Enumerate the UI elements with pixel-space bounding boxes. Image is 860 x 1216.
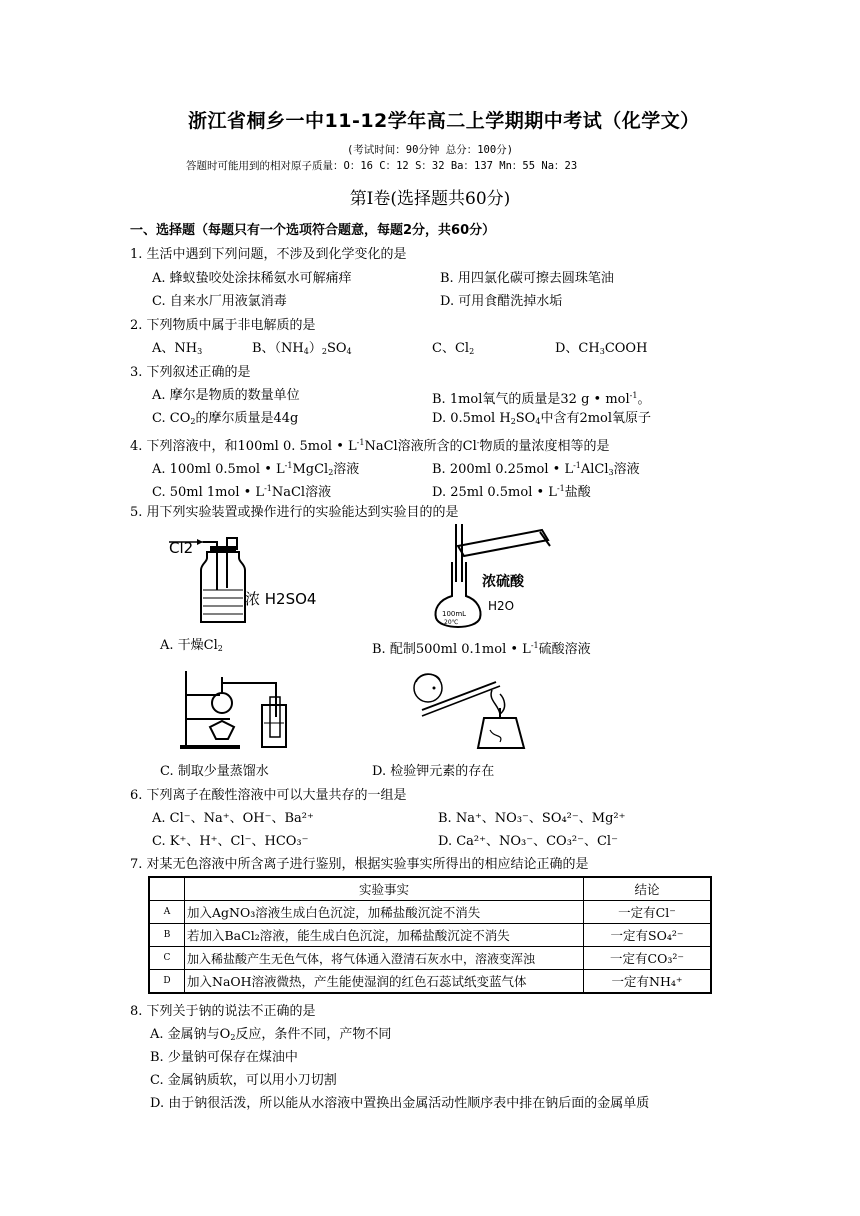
table-header-row: [149, 877, 711, 901]
table-row: [149, 901, 711, 924]
exam-title: 浙江省桐乡一中11-12学年高二上学期期中考试（化学文）: [188, 110, 700, 132]
table-row-fact: 若加入BaCl₂溶液，能生成白色沉淀，加稀盐酸沉淀不消失: [185, 924, 584, 947]
question-8-stem: 8. 下列关于钠的说法不正确的是: [130, 1004, 316, 1019]
question-1-stem: 1. 生活中遇到下列问题，不涉及到化学变化的是: [130, 247, 407, 262]
table-row-conclusion: 一定有CO₃²⁻: [584, 947, 712, 970]
volume-heading: 第Ⅰ卷(选择题共60分): [349, 189, 511, 209]
question-3-option-a: A. 摩尔是物质的数量单位: [152, 388, 300, 403]
question-7-table: [148, 876, 712, 994]
question-4-option-a: A. 100ml 0.5mol • $L^{-1}MgCl_2$溶液: [152, 461, 360, 477]
question-3-option-d: D. 0.5mol $H_2SO_4$中含有2mol氧原子: [432, 411, 652, 426]
table-row: [149, 947, 711, 970]
table-header-cell: [149, 877, 185, 901]
question-5-stem: 5. 用下列实验装置或操作进行的实验能达到实验目的的是: [130, 505, 459, 520]
question-5-option-c: C. 制取少量蒸馏水: [160, 764, 269, 779]
figure-b-acid-label: 浓硫酸: [482, 574, 524, 590]
question-8-option-a: A. 金属钠与$O_2$反应，条件不同，产物不同: [150, 1027, 392, 1042]
question-5-option-d: D. 检验钾元素的存在: [372, 764, 495, 779]
question-4-option-b: B. 200ml 0.25mol • $L^{-1}AlCl_3$溶液: [432, 461, 640, 477]
figure-a-acid-label: 浓 H2SO4: [245, 590, 317, 608]
table-row-conclusion: 一定有Cl⁻: [584, 901, 712, 924]
question-3-option-c: C. $CO_2$的摩尔质量是44g: [152, 411, 299, 426]
question-1-option-a: A. 蜂蚁蛰咬处涂抹稀氨水可解痛痒: [152, 271, 352, 286]
question-2-option-a: A、$NH_3$: [152, 341, 203, 356]
figure-a-gas-label: Cl2: [169, 539, 194, 557]
figure-b-flask-volume: 100mL: [442, 610, 467, 618]
question-6-option-b: B. Na⁺、NO₃⁻、SO₄²⁻、Mg²⁺: [438, 811, 626, 826]
question-8-option-c: C. 金属钠质软，可以用小刀切割: [150, 1073, 337, 1088]
figure-b-flask-temp: 20℃: [444, 619, 459, 626]
table-row-id: D: [149, 970, 185, 994]
table-header-conclusion: 结论: [584, 877, 712, 901]
question-4-stem: 4. 下列溶液中，和100ml 0. 5mol • $L^{-1}NaCl$溶液所含的Cl-物质的量浓度相等的是: [130, 438, 610, 454]
question-1-option-c: C. 自来水厂用液氯消毒: [152, 294, 287, 309]
figure-b-water-label: H2O: [488, 599, 515, 613]
exam-time-score: (考试时间：90分钟 总分：100分): [346, 144, 514, 156]
question-2-stem: 2. 下列物质中属于非电解质的是: [130, 318, 316, 333]
question-4-option-d: D. 25ml 0.5mol • $L^{-1}$盐酸: [432, 484, 591, 500]
question-6-stem: 6. 下列离子在酸性溶液中可以大量共存的一组是: [130, 788, 407, 803]
gas-drying-bottle-figure: [165, 528, 325, 628]
table-header-fact: 实验事实: [185, 877, 584, 901]
table-row-conclusion: 一定有NH₄⁺: [584, 970, 712, 994]
question-8-option-b: B. 少量钠可保存在煤油中: [150, 1050, 298, 1065]
table-row-conclusion: 一定有SO₄²⁻: [584, 924, 712, 947]
question-3-stem: 3. 下列叙述正确的是: [130, 365, 251, 380]
table-row: [149, 970, 711, 994]
question-1-option-d: D. 可用食醋洗掉水垢: [440, 294, 563, 309]
table-row-id: A: [149, 901, 185, 924]
question-6-option-d: D. Ca²⁺、NO₃⁻、CO₃²⁻、Cl⁻: [438, 834, 618, 849]
question-6-option-c: C. K⁺、H⁺、Cl⁻、HCO₃⁻: [152, 834, 309, 849]
table-row-fact: 加入AgNO₃溶液生成白色沉淀，加稀盐酸沉淀不消失: [185, 901, 584, 924]
question-5-option-a: A. 干燥$Cl_2$: [160, 638, 223, 653]
question-8-option-d: D. 由于钠很活泼，所以能从水溶液中置换出金属活动性顺序表中排在钠后面的金属单质: [150, 1096, 650, 1111]
question-3-option-b: B. 1mol氧气的质量是32 g • mol$^{-1}$。: [432, 391, 651, 407]
table-row: [149, 924, 711, 947]
section-heading: 一、选择题（每题只有一个选项符合题意，每题2分，共60分）: [130, 223, 496, 238]
table-row-fact: 加入稀盐酸产生无色气体，将气体通入澄清石灰水中，溶液变浑浊: [185, 947, 584, 970]
question-4-option-c: C. 50ml 1mol • $L^{-1}NaCl$溶液: [152, 484, 332, 500]
distillation-apparatus-figure: [180, 665, 300, 753]
table-row-id: B: [149, 924, 185, 947]
table-row-id: C: [149, 947, 185, 970]
question-1-option-b: B. 用四氯化碳可擦去圆珠笔油: [440, 271, 614, 286]
question-2-option-d: D、$CH_3COOH$: [555, 341, 648, 356]
question-5-option-b: B. 配制500ml 0.1mol • $L^{-1}$硫酸溶液: [372, 641, 591, 657]
question-7-stem: 7. 对某无色溶液中所含离子进行鉴别，根据实验事实所得出的相应结论正确的是: [130, 857, 589, 872]
question-2-option-b: B、$(NH_4)_2SO_4$: [252, 341, 352, 356]
flame-test-figure: [400, 668, 540, 752]
question-6-option-a: A. Cl⁻、Na⁺、OH⁻、Ba²⁺: [152, 811, 314, 826]
table-row-fact: 加入NaOH溶液微热，产生能使湿润的红色石蕊试纸变蓝气体: [185, 970, 584, 994]
question-2-option-c: C、$Cl_2$: [432, 341, 475, 356]
atomic-mass-note: 答题时可能用到的相对原子质量：O：16 C：12 S：32 Ba：137 Mn：55 Na：23: [186, 160, 578, 172]
solution-preparation-figure: [430, 522, 570, 634]
